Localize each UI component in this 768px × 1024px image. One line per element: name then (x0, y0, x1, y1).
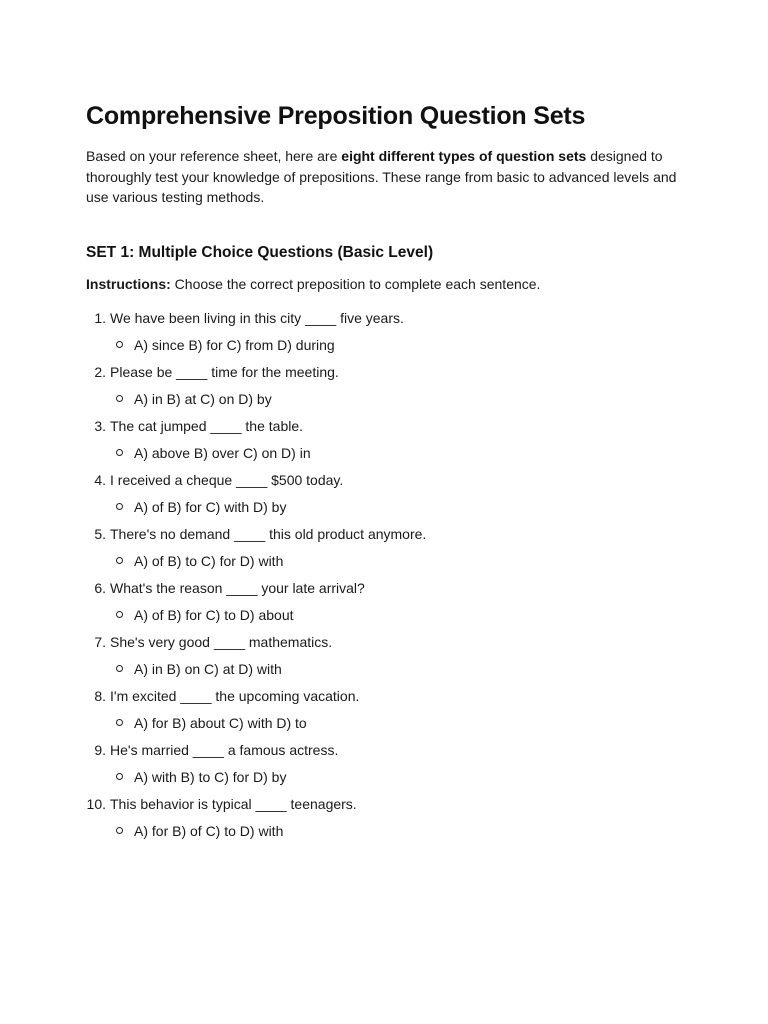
question-text: What's the reason ____ your late arrival? (110, 579, 365, 596)
question-item (86, 524, 682, 571)
hollow-bullet-icon (116, 665, 123, 672)
options-line (86, 713, 682, 733)
question-line (86, 362, 682, 382)
hollow-bullet-icon (116, 611, 123, 618)
question-number: 4. (94, 471, 106, 488)
question-line (86, 740, 682, 760)
hollow-bullet-icon (116, 341, 123, 348)
hollow-bullet-icon (116, 503, 123, 510)
question-text: I'm excited ____ the upcoming vacation. (110, 687, 360, 704)
question-number: 8. (94, 687, 106, 704)
hollow-bullet-icon (116, 395, 123, 402)
question-line (86, 524, 682, 544)
options-line (86, 497, 682, 517)
question-text: He's married ____ a famous actress. (110, 741, 339, 758)
options-text: A) for B) about C) with D) to (134, 714, 307, 731)
question-number: 3. (94, 417, 106, 434)
set1-instructions (86, 274, 682, 294)
question-item (86, 362, 682, 409)
options-text: A) in B) on C) at D) with (134, 660, 282, 677)
question-item (86, 470, 682, 517)
options-text: A) with B) to C) for D) by (134, 768, 287, 785)
hollow-bullet-icon (116, 557, 123, 564)
hollow-bullet-icon (116, 719, 123, 726)
options-text: A) of B) for C) with D) by (134, 498, 287, 515)
intro-paragraph (86, 146, 682, 208)
question-item (86, 686, 682, 733)
question-line (86, 632, 682, 652)
options-line (86, 443, 682, 463)
options-line (86, 335, 682, 355)
question-item (86, 578, 682, 625)
question-text: The cat jumped ____ the table. (110, 417, 304, 434)
hollow-bullet-icon (116, 827, 123, 834)
question-text: There's no demand ____ this old product anymore. (110, 525, 427, 542)
question-list (86, 308, 682, 841)
question-line (86, 794, 682, 814)
set1-heading: SET 1: Multiple Choice Questions (Basic Level) (86, 243, 434, 261)
question-item (86, 308, 682, 355)
question-item (86, 740, 682, 787)
options-line (86, 605, 682, 625)
hollow-bullet-icon (116, 773, 123, 780)
options-text: A) of B) to C) for D) with (134, 552, 284, 569)
options-text: A) of B) for C) to D) about (134, 606, 294, 623)
page-title: Comprehensive Preposition Question Sets (86, 102, 586, 130)
question-text: She's very good ____ mathematics. (110, 633, 333, 650)
question-line (86, 416, 682, 436)
intro-bold-text: eight different types of question sets (341, 148, 587, 164)
intro-text-start: Based on your reference sheet, here are (86, 148, 342, 164)
question-item (86, 416, 682, 463)
question-number: 10. (86, 795, 106, 812)
options-text: A) for B) of C) to D) with (134, 822, 284, 839)
question-line (86, 308, 682, 328)
question-text: We have been living in this city ____ five years. (110, 309, 404, 326)
options-line (86, 659, 682, 679)
options-text: A) since B) for C) from D) during (134, 336, 335, 353)
question-item (86, 794, 682, 841)
question-number: 1. (94, 309, 106, 326)
question-number: 9. (94, 741, 106, 758)
options-line (86, 767, 682, 787)
question-number: 6. (94, 579, 106, 596)
options-line (86, 551, 682, 571)
question-number: 2. (94, 363, 106, 380)
question-item (86, 632, 682, 679)
intro-text-end: designed to thoroughly test your knowledge of prepositions. These range from basic to advanced levels and use various testing methods. (86, 148, 677, 205)
question-number: 5. (94, 525, 106, 542)
question-text: This behavior is typical ____ teenagers. (110, 795, 357, 812)
options-text: A) above B) over C) on D) in (134, 444, 311, 461)
question-line (86, 578, 682, 598)
options-line (86, 389, 682, 409)
question-line (86, 686, 682, 706)
question-text: I received a cheque ____ $500 today. (110, 471, 344, 488)
instructions-label: Instructions: (86, 275, 171, 292)
question-number: 7. (94, 633, 106, 650)
options-text: A) in B) at C) on D) by (134, 390, 272, 407)
question-text: Please be ____ time for the meeting. (110, 363, 339, 380)
question-line (86, 470, 682, 490)
instructions-text: Choose the correct preposition to complete each sentence. (170, 275, 541, 292)
options-line (86, 821, 682, 841)
hollow-bullet-icon (116, 449, 123, 456)
